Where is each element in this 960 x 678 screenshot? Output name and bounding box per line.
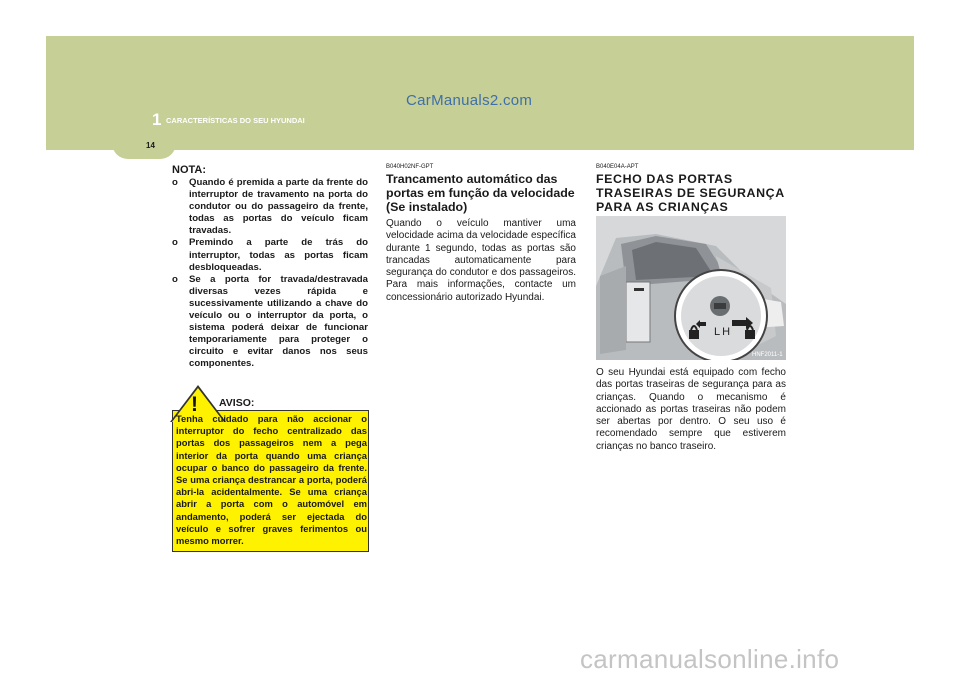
page-number: 14	[146, 141, 155, 150]
car-door-illustration	[596, 216, 786, 360]
nota-item: o Quando é premida a parte da frente do interruptor de travamento na porta do condutor ou do passageiro da frente, todas as portas do veículo ficam travadas.	[172, 177, 368, 237]
footer-watermark: carmanualsonline.info	[580, 644, 840, 674]
section-body: O seu Hyundai está equipado com fecho das portas traseiras de segurança para as crianças. Quando o mecanismo é accionado as portas traseiras não podem ser abertas por dentro. O seu uso é recomendado sempre que estiverem crianças no banco traseiro.	[596, 367, 786, 452]
nota-item: o Premindo a parte de trás do interruptor, todas as portas ficam desbloqueadas.	[172, 237, 368, 273]
car-door-photo	[596, 216, 786, 360]
section-child-lock	[596, 164, 786, 217]
image-caption: HNF2011-1	[752, 352, 783, 358]
lh-label: LH	[714, 326, 733, 338]
page-number-tab	[112, 131, 176, 159]
chapter-title: CARACTERÍSTICAS DO SEU HYUNDAI	[166, 116, 305, 125]
nota-list	[172, 177, 368, 371]
section-code: B040H02NF-GPT	[386, 164, 434, 170]
nota-item: o Se a porta for travada/destravada diversas vezes rápida e sucessivamente utilizando a chave do veículo ou o interruptor da porta, o sistema poderá deixar de funcionar temporariamente para proteger o circuito e evitar danos nos seus componentes.	[172, 273, 368, 370]
aviso-title: AVISO:	[219, 397, 255, 409]
section-code: B040E04A-APT	[596, 164, 639, 170]
exclamation-icon: !	[191, 393, 198, 416]
chapter-number: 1	[152, 110, 162, 129]
aviso-text: Tenha cuidado para não accionar o interruptor do fecho centralizado das portas dos passageiros nem a pega interior da porta quando uma criança ocupar o banco do passageiro da frente. Se uma criança destrancar a porta, poderá abri-la acidentalmente. Se uma criança abrir a porta com o automóvel em andamento, poderá ser ejectada do veículo e sofrer graves ferimentos ou mesmo morrer.	[176, 413, 367, 547]
watermark-link[interactable]: CarManuals2.com	[406, 92, 533, 109]
section-title: Trancamento automático das portas em função da velocidade (Se instalado)	[386, 172, 575, 214]
section-body: Quando o veículo mantiver uma velocidade acima da velocidade específica durante 1 segundo, todas as portas são trancadas automaticamente para segurança do condutor e dos passageiros. Para mais informações, contacte um concessionário autorizado Hyundai.	[386, 218, 576, 303]
bullet: o	[172, 237, 178, 249]
bullet: o	[172, 177, 178, 188]
bullet: o	[172, 273, 178, 285]
nota-block	[172, 164, 368, 371]
nota-title: NOTA:	[172, 164, 207, 176]
section-auto-lock	[386, 164, 576, 304]
section-title: FECHO DAS PORTAS TRASEIRAS DE SEGURANÇA PARA AS CRIANÇAS	[596, 172, 785, 214]
